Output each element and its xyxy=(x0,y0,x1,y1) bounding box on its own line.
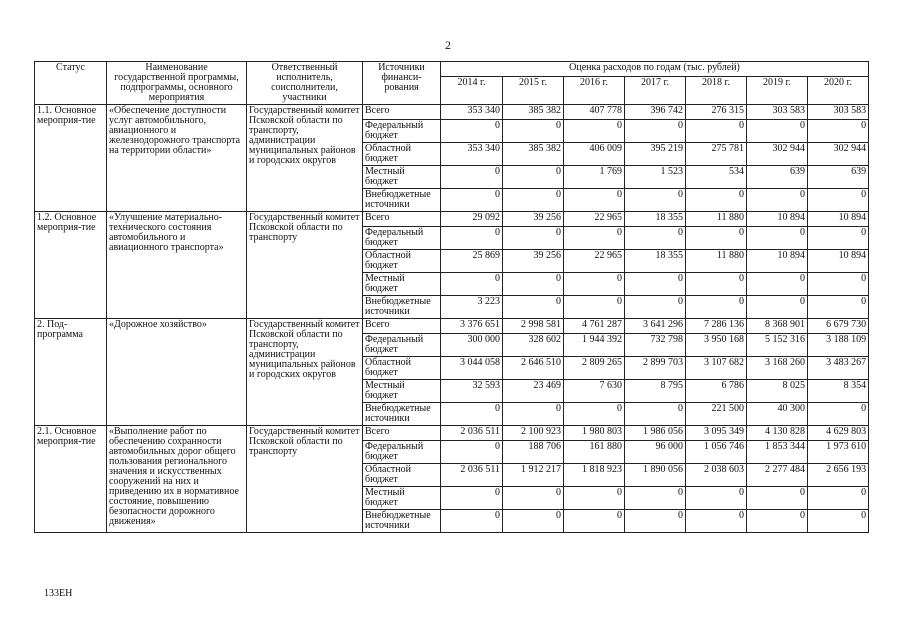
expense-value: 300 000 xyxy=(441,334,503,357)
page-number: 2 xyxy=(445,38,451,52)
funding-source: Федеральный бюджет xyxy=(363,227,441,250)
expense-value: 732 798 xyxy=(625,334,686,357)
expense-value: 0 xyxy=(747,120,808,143)
budget-table xyxy=(34,61,869,533)
expense-value: 0 xyxy=(808,296,869,319)
expense-value: 0 xyxy=(441,166,503,189)
funding-source: Местный бюджет xyxy=(363,487,441,510)
expense-value: 406 009 xyxy=(564,143,625,166)
expense-value: 0 xyxy=(564,510,625,533)
expense-value: 3 223 xyxy=(441,296,503,319)
section-status: 1.2. Основное мероприя-тие xyxy=(35,212,107,319)
expense-value: 8 795 xyxy=(625,380,686,403)
expense-value: 0 xyxy=(625,189,686,212)
expense-value: 0 xyxy=(808,227,869,250)
header-name: Наименование государственной программы, подпрограммы, основного мероприятия xyxy=(107,62,247,105)
expense-value: 7 286 136 xyxy=(686,319,747,334)
expense-value: 302 944 xyxy=(747,143,808,166)
section-status: 2. Под-программа xyxy=(35,319,107,426)
expense-value: 0 xyxy=(503,403,564,426)
expense-value: 0 xyxy=(747,189,808,212)
expense-value: 0 xyxy=(503,296,564,319)
expense-value: 0 xyxy=(808,487,869,510)
header-executor: Ответственный исполнитель, соисполнители, участники xyxy=(247,62,363,105)
expense-value: 0 xyxy=(808,120,869,143)
expense-value: 1 818 923 xyxy=(564,464,625,487)
expense-value: 302 944 xyxy=(808,143,869,166)
expense-value: 3 095 349 xyxy=(686,426,747,441)
expense-value: 23 469 xyxy=(503,380,564,403)
expense-value: 3 044 058 xyxy=(441,357,503,380)
expense-value: 0 xyxy=(686,227,747,250)
expense-value: 639 xyxy=(808,166,869,189)
expense-value: 328 602 xyxy=(503,334,564,357)
funding-source: Федеральный бюджет xyxy=(363,441,441,464)
expense-value: 6 786 xyxy=(686,380,747,403)
expense-value: 0 xyxy=(625,296,686,319)
table-body xyxy=(35,105,869,533)
expense-value: 0 xyxy=(503,189,564,212)
expense-value: 10 894 xyxy=(747,212,808,227)
funding-source: Всего xyxy=(363,426,441,441)
expense-value: 4 130 828 xyxy=(747,426,808,441)
expense-value: 2 038 603 xyxy=(686,464,747,487)
header-source: Источники финанси-рования xyxy=(363,62,441,105)
expense-value: 0 xyxy=(564,189,625,212)
expense-value: 2 036 511 xyxy=(441,464,503,487)
expense-value: 1 056 746 xyxy=(686,441,747,464)
funding-source: Всего xyxy=(363,212,441,227)
expense-value: 1 980 803 xyxy=(564,426,625,441)
expense-value: 221 500 xyxy=(686,403,747,426)
expense-value: 407 778 xyxy=(564,105,625,120)
funding-source: Областной бюджет xyxy=(363,250,441,273)
expense-value: 0 xyxy=(441,227,503,250)
expense-value: 0 xyxy=(564,487,625,510)
expense-value: 0 xyxy=(747,273,808,296)
expense-value: 0 xyxy=(441,273,503,296)
expense-value: 0 xyxy=(808,403,869,426)
funding-source: Всего xyxy=(363,319,441,334)
table-row xyxy=(35,105,869,120)
funding-source: Федеральный бюджет xyxy=(363,334,441,357)
header-year: 2017 г. xyxy=(625,76,686,104)
expense-value: 2 100 923 xyxy=(503,426,564,441)
expense-value: 534 xyxy=(686,166,747,189)
expense-value: 18 355 xyxy=(625,250,686,273)
expense-value: 0 xyxy=(747,487,808,510)
expense-value: 0 xyxy=(564,403,625,426)
header-year: 2016 г. xyxy=(564,76,625,104)
expense-value: 1 523 xyxy=(625,166,686,189)
funding-source: Внебюджетные источники xyxy=(363,296,441,319)
expense-value: 8 368 901 xyxy=(747,319,808,334)
expense-value: 385 382 xyxy=(503,105,564,120)
expense-value: 0 xyxy=(747,296,808,319)
expense-value: 1 944 392 xyxy=(564,334,625,357)
expense-value: 161 880 xyxy=(564,441,625,464)
expense-value: 0 xyxy=(625,273,686,296)
expense-value: 0 xyxy=(441,510,503,533)
funding-source: Местный бюджет xyxy=(363,380,441,403)
table-row xyxy=(35,426,869,441)
expense-value: 275 781 xyxy=(686,143,747,166)
expense-value: 0 xyxy=(503,166,564,189)
expense-value: 353 340 xyxy=(441,105,503,120)
expense-value: 385 382 xyxy=(503,143,564,166)
section-name: «Выполнение работ по обеспечению сохранности автомобильных дорог общего пользования регионального значения и искусственных сооружений на них и приведению их в нормативное состояние, повышению безопасности дорожного движения» xyxy=(107,426,247,533)
expense-value: 1 890 056 xyxy=(625,464,686,487)
expense-value: 0 xyxy=(441,487,503,510)
expense-value: 2 646 510 xyxy=(503,357,564,380)
expense-value: 3 107 682 xyxy=(686,357,747,380)
table-row xyxy=(35,319,869,334)
expense-value: 0 xyxy=(625,403,686,426)
section-status: 2.1. Основное мероприя-тие xyxy=(35,426,107,533)
expense-value: 0 xyxy=(747,510,808,533)
expense-value: 4 761 287 xyxy=(564,319,625,334)
expense-value: 0 xyxy=(564,273,625,296)
expense-value: 0 xyxy=(747,227,808,250)
expense-value: 0 xyxy=(625,487,686,510)
expense-value: 0 xyxy=(503,510,564,533)
expense-value: 395 219 xyxy=(625,143,686,166)
expense-value: 40 300 xyxy=(747,403,808,426)
section-executor: Государственный комитет Псковской области по транспорту xyxy=(247,426,363,533)
expense-value: 0 xyxy=(808,273,869,296)
section-status: 1.1. Основное мероприя-тие xyxy=(35,105,107,212)
expense-value: 22 965 xyxy=(564,212,625,227)
expense-value: 0 xyxy=(441,120,503,143)
expense-value: 2 998 581 xyxy=(503,319,564,334)
expense-value: 0 xyxy=(686,510,747,533)
expense-value: 0 xyxy=(625,510,686,533)
expense-value: 3 168 260 xyxy=(747,357,808,380)
expense-value: 0 xyxy=(503,487,564,510)
expense-value: 0 xyxy=(441,441,503,464)
funding-source: Внебюджетные источники xyxy=(363,189,441,212)
footer-code: 133ЕН xyxy=(44,588,73,599)
header-year: 2018 г. xyxy=(686,76,747,104)
expense-value: 39 256 xyxy=(503,250,564,273)
section-executor: Государственный комитет Псковской области по транспорту, администрации муниципальных районов и городских округов xyxy=(247,319,363,426)
expense-value: 5 152 316 xyxy=(747,334,808,357)
expense-value: 11 880 xyxy=(686,212,747,227)
expense-value: 0 xyxy=(564,120,625,143)
header-year: 2015 г. xyxy=(503,76,564,104)
header-year: 2019 г. xyxy=(747,76,808,104)
expense-value: 0 xyxy=(441,403,503,426)
expense-value: 1 912 217 xyxy=(503,464,564,487)
funding-source: Местный бюджет xyxy=(363,166,441,189)
header-expense-group: Оценка расходов по годам (тыс. рублей) xyxy=(441,62,869,77)
expense-value: 7 630 xyxy=(564,380,625,403)
section-name: «Обеспечение доступности услуг автомобильного, авиационного и железнодорожного транспорта на территории области» xyxy=(107,105,247,212)
section-name: «Дорожное хозяйство» xyxy=(107,319,247,426)
expense-value: 2 277 484 xyxy=(747,464,808,487)
expense-value: 396 742 xyxy=(625,105,686,120)
funding-source: Местный бюджет xyxy=(363,273,441,296)
expense-value: 10 894 xyxy=(808,212,869,227)
expense-value: 22 965 xyxy=(564,250,625,273)
table-row xyxy=(35,212,869,227)
expense-value: 2 656 193 xyxy=(808,464,869,487)
expense-value: 0 xyxy=(686,120,747,143)
expense-value: 0 xyxy=(808,510,869,533)
expense-value: 8 354 xyxy=(808,380,869,403)
expense-value: 2 809 265 xyxy=(564,357,625,380)
expense-value: 1 769 xyxy=(564,166,625,189)
expense-value: 0 xyxy=(686,487,747,510)
expense-value: 3 188 109 xyxy=(808,334,869,357)
expense-value: 0 xyxy=(503,120,564,143)
expense-value: 1 973 610 xyxy=(808,441,869,464)
expense-value: 39 256 xyxy=(503,212,564,227)
header-status: Статус xyxy=(35,62,107,105)
section-executor: Государственный комитет Псковской области по транспорту, администрации муниципальных районов и городских округов xyxy=(247,105,363,212)
header-year: 2014 г. xyxy=(441,76,503,104)
funding-source: Областной бюджет xyxy=(363,357,441,380)
expense-value: 29 092 xyxy=(441,212,503,227)
expense-value: 6 679 730 xyxy=(808,319,869,334)
expense-value: 3 483 267 xyxy=(808,357,869,380)
section-name: «Улучшение материально-технического состояния автомобильного и авиационного транспорта» xyxy=(107,212,247,319)
expense-value: 11 880 xyxy=(686,250,747,273)
expense-value: 10 894 xyxy=(747,250,808,273)
expense-value: 639 xyxy=(747,166,808,189)
funding-source: Внебюджетные источники xyxy=(363,510,441,533)
expense-value: 1 986 056 xyxy=(625,426,686,441)
expense-value: 8 025 xyxy=(747,380,808,403)
expense-value: 0 xyxy=(564,227,625,250)
funding-source: Областной бюджет xyxy=(363,464,441,487)
header-year: 2020 г. xyxy=(808,76,869,104)
funding-source: Областной бюджет xyxy=(363,143,441,166)
expense-value: 0 xyxy=(686,189,747,212)
expense-value: 353 340 xyxy=(441,143,503,166)
expense-value: 96 000 xyxy=(625,441,686,464)
expense-value: 0 xyxy=(686,273,747,296)
expense-value: 0 xyxy=(625,227,686,250)
expense-value: 1 853 344 xyxy=(747,441,808,464)
funding-source: Всего xyxy=(363,105,441,120)
expense-value: 0 xyxy=(503,227,564,250)
funding-source: Федеральный бюджет xyxy=(363,120,441,143)
expense-value: 18 355 xyxy=(625,212,686,227)
expense-value: 3 376 651 xyxy=(441,319,503,334)
expense-value: 2 899 703 xyxy=(625,357,686,380)
expense-value: 3 641 296 xyxy=(625,319,686,334)
expense-value: 276 315 xyxy=(686,105,747,120)
expense-value: 0 xyxy=(686,296,747,319)
expense-value: 2 036 511 xyxy=(441,426,503,441)
expense-value: 25 869 xyxy=(441,250,503,273)
expense-value: 4 629 803 xyxy=(808,426,869,441)
expense-value: 0 xyxy=(564,296,625,319)
expense-value: 0 xyxy=(625,120,686,143)
expense-value: 32 593 xyxy=(441,380,503,403)
expense-value: 303 583 xyxy=(808,105,869,120)
expense-value: 188 706 xyxy=(503,441,564,464)
funding-source: Внебюджетные источники xyxy=(363,403,441,426)
expense-value: 0 xyxy=(441,189,503,212)
expense-value: 0 xyxy=(503,273,564,296)
section-executor: Государственный комитет Псковской области по транспорту xyxy=(247,212,363,319)
expense-value: 3 950 168 xyxy=(686,334,747,357)
expense-value: 0 xyxy=(808,189,869,212)
expense-value: 10 894 xyxy=(808,250,869,273)
expense-value: 303 583 xyxy=(747,105,808,120)
